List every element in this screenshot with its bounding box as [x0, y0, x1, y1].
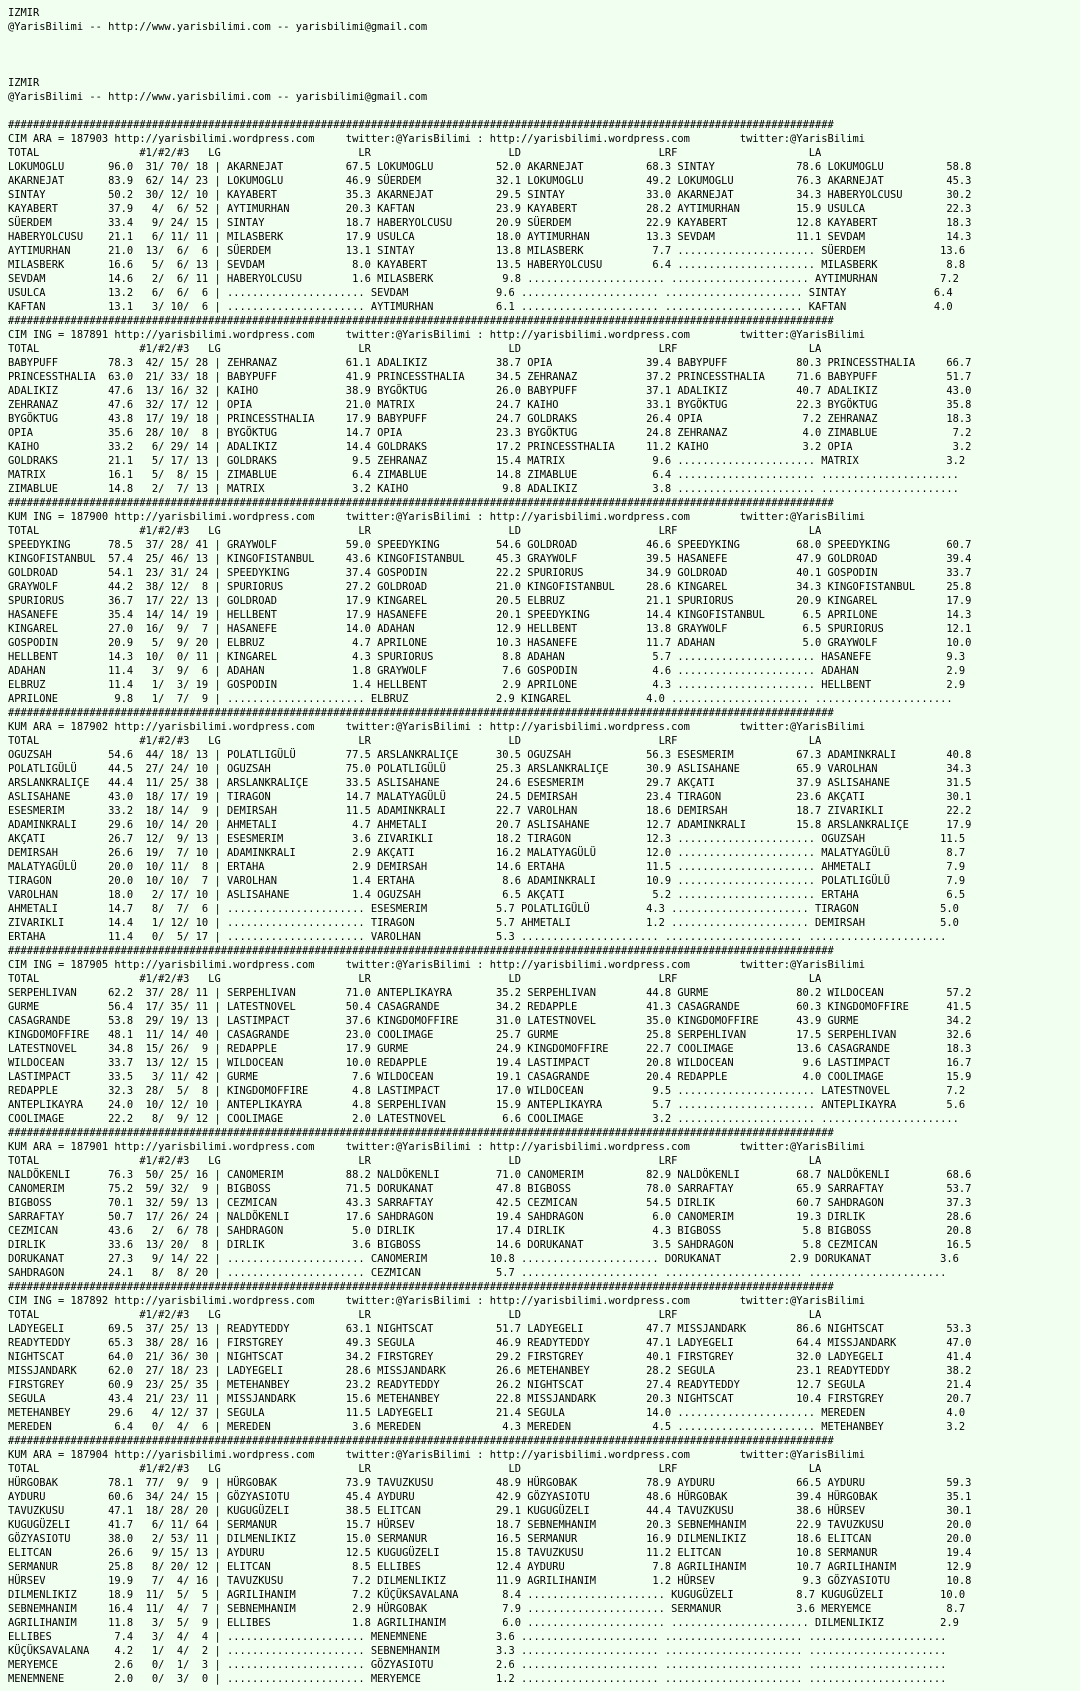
race-block [8, 1280, 1080, 1434]
result-row: LADYEGELI 69.5 37/ 25/ 13 | READYTEDDY 63.1 NIGHTSCAT 51.7 LADYEGELI 47.7 MISSJANDARK 86.6 NIGHTSCAT 53.3 [8, 1323, 972, 1335]
separator-line: #################################################################################################################################### [8, 119, 834, 131]
result-row: TIRAGON 20.0 10/ 10/ 7 | VAROLHAN 1.4 ERTAHA 8.6 ADAMINKRALI 10.9 ...................... POLATLIGÜLÜ 7.9 [8, 875, 966, 887]
race-header: CIM ING = 187905 http://yarisbilimi.wordpress.com twitter:@YarisBilimi : http://yarisbilimi.wordpress.com twitter:@YarisBilimi [8, 959, 866, 971]
result-row: POLATLIGÜLÜ 44.5 27/ 24/ 10 | OGUZSAH 75.0 POLATLIGÜLÜ 25.3 ARSLANKRALIÇE 30.9 ASLISAHANE 65.9 VAROLHAN 34.3 [8, 763, 972, 775]
result-row: SPEEDYKING 78.5 37/ 28/ 41 | GRAYWOLF 59.0 SPEEDYKING 54.6 GOLDROAD 46.6 SPEEDYKING 68.0 SPEEDYKING 60.7 [8, 539, 972, 551]
result-row: HELLBENT 14.3 10/ 0/ 11 | KINGAREL 4.3 SPURIORUS 8.8 ADAHAN 5.7 ...................... HASANEFE 9.3 [8, 651, 966, 663]
separator-line: #################################################################################################################################### [8, 1127, 834, 1139]
result-row: CASAGRANDE 53.8 29/ 19/ 13 | LASTIMPACT 37.6 KINGDOMOFFIRE 31.0 LATESTNOVEL 35.0 KINGDOMOFFIRE 43.9 GURME 34.2 [8, 1015, 972, 1027]
result-row: GURME 56.4 17/ 35/ 11 | LATESTNOVEL 50.4 CASAGRANDE 34.2 REDAPPLE 41.3 CASAGRANDE 60.3 KINGDOMOFFIRE 41.5 [8, 1001, 972, 1013]
separator-line: #################################################################################################################################### [8, 1281, 834, 1293]
result-row: KAIHO 33.2 6/ 29/ 14 | ADALIKIZ 14.4 GOLDRAKS 17.2 PRINCESSTHALIA 11.2 KAIHO 3.2 OPIA 3.2 [8, 441, 972, 453]
race-header: CIM ING = 187891 http://yarisbilimi.wordpress.com twitter:@YarisBilimi : http://yarisbilimi.wordpress.com twitter:@YarisBilimi [8, 329, 866, 341]
result-row: ZIMABLUE 14.8 2/ 7/ 13 | MATRIX 3.2 KAIHO 9.8 ADALIKIZ 3.8 ...................... ...................... [8, 483, 959, 495]
result-row: NIGHTSCAT 64.0 21/ 36/ 30 | NIGHTSCAT 34.2 FIRSTGREY 29.2 FIRSTGREY 40.1 FIRSTGREY 32.0 LADYEGELI 41.4 [8, 1351, 972, 1363]
result-row: SAHDRAGON 24.1 8/ 8/ 20 | ...................... CEZMICAN 5.7 ...................... ...................... ...................... [8, 1267, 947, 1279]
result-row: MILASBERK 16.6 5/ 6/ 13 | SEVDAM 8.0 KAYABERT 13.5 HABERYOLCUSU 6.4 ...................... MILASBERK 8.8 [8, 259, 966, 271]
result-row: USULCA 13.2 6/ 6/ 6 | ...................... SEVDAM 9.6 ...................... ...................... SINTAY 6.4 [8, 287, 953, 299]
result-row: ESESMERIM 33.2 18/ 14/ 9 | DEMIRSAH 11.5 ADAMINKRALI 22.7 VAROLHAN 18.6 DEMIRSAH 18.7 ZIVARIKLI 22.2 [8, 805, 972, 817]
result-row: GRAYWOLF 44.2 38/ 12/ 8 | SPURIORUS 27.2 GOLDROAD 21.0 KINGOFISTANBUL 28.6 KINGAREL 34.3 KINGOFISTANBUL 25.8 [8, 581, 972, 593]
result-row: MISSJANDARK 62.0 27/ 18/ 23 | LADYEGELI 28.6 MISSJANDARK 26.6 METEHANBEY 28.2 SEGULA 23.1 READYTEDDY 38.2 [8, 1365, 972, 1377]
result-row: ANTEPLIKAYRA 24.0 10/ 12/ 10 | ANTEPLIKAYRA 4.8 SERPEHLIVAN 15.9 ANTEPLIKAYRA 5.7 ...................... ANTEPLIKAYRA 5.6 [8, 1099, 966, 1111]
spacer [8, 34, 1080, 48]
result-row: HASANEFE 35.4 14/ 14/ 19 | HELLBENT 17.9 HASANEFE 20.1 SPEEDYKING 14.4 KINGOFISTANBUL 6.5 APRILONE 14.3 [8, 609, 972, 621]
race-header: KUM ING = 187900 http://yarisbilimi.wordpress.com twitter:@YarisBilimi : http://yarisbilimi.wordpress.com twitter:@YarisBilimi [8, 511, 866, 523]
result-row: OPIA 35.6 28/ 10/ 8 | BYGÖKTUG 14.7 OPIA 23.3 BYGÖKTUG 24.8 ZEHRANAZ 4.0 ZIMABLUE 7.2 [8, 427, 972, 439]
result-row: BYGÖKTUG 43.8 17/ 19/ 18 | PRINCESSTHALIA 17.9 BABYPUFF 24.7 GOLDRAKS 26.4 OPIA 7.2 ZEHRANAZ 18.3 [8, 413, 972, 425]
result-row: KINGAREL 27.0 16/ 9/ 7 | HASANEFE 14.0 ADAHAN 12.9 HELLBENT 13.8 GRAYWOLF 6.5 SPURIORUS 12.1 [8, 623, 972, 635]
result-row: TAVUZKUSU 47.1 18/ 28/ 20 | KUGUGÜZELI 38.5 ELITCAN 29.1 KUGUGÜZELI 44.4 TAVUZKUSU 38.6 HÜRSEV 30.1 [8, 1505, 972, 1517]
race-block [8, 1434, 1080, 1686]
result-row: SÜERDEM 33.4 9/ 24/ 15 | SINTAY 18.7 HABERYOLCUSU 20.9 SÜERDEM 22.9 KAYABERT 12.8 KAYABERT 18.3 [8, 217, 972, 229]
result-row: SARRAFTAY 50.7 17/ 26/ 24 | NALDÖKENLI 17.6 SAHDRAGON 19.4 SAHDRAGON 6.0 CANOMERIM 19.3 DIRLIK 28.6 [8, 1211, 972, 1223]
result-row: KÜÇÜKSAVALANA 4.2 1/ 4/ 2 | ...................... SEBNEMHANIM 3.3 ...................... ...................... ...................... [8, 1645, 947, 1657]
contact-line: @YarisBilimi -- http://www.yarisbilimi.com -- yarisbilimi@gmail.com [8, 91, 428, 103]
race-header: CIM ING = 187892 http://yarisbilimi.wordpress.com twitter:@YarisBilimi : http://yarisbilimi.wordpress.com twitter:@YarisBilimi [8, 1295, 866, 1307]
spacer [8, 48, 1080, 62]
result-row: CANOMERIM 75.2 59/ 32/ 9 | BIGBOSS 71.5 DORUKANAT 47.8 BIGBOSS 78.0 SARRAFTAY 65.9 SARRAFTAY 53.7 [8, 1183, 972, 1195]
column-header: TOTAL #1/#2/#3 LG LR LD LRF LA [8, 147, 822, 159]
result-row: HÜRSEV 19.9 7/ 4/ 16 | TAVUZKUSU 7.2 DILMENLIKIZ 11.9 AGRILIHANIM 1.2 HÜRSEV 9.3 GÖZYASIOTU 10.8 [8, 1575, 972, 1587]
result-row: METEHANBEY 29.6 4/ 12/ 37 | SEGULA 11.5 LADYEGELI 21.4 SEGULA 14.0 ...................... MEREDEN 4.0 [8, 1407, 966, 1419]
result-row: OGUZSAH 54.6 44/ 18/ 13 | POLATLIGÜLÜ 77.5 ARSLANKRALIÇE 30.5 OGUZSAH 56.3 ESESMERIM 67.3 ADAMINKRALI 40.8 [8, 749, 972, 761]
result-row: AHMETALI 14.7 8/ 7/ 6 | ...................... ESESMERIM 5.7 POLATLIGÜLÜ 4.3 ...................... TIRAGON 5.0 [8, 903, 959, 915]
spacer [8, 104, 1080, 118]
result-row: ADALIKIZ 47.6 13/ 16/ 32 | KAIHO 38.9 BYGÖKTUG 26.0 BABYPUFF 37.1 ADALIKIZ 40.7 ADALIKIZ 43.0 [8, 385, 972, 397]
race-blocks [8, 118, 1080, 1686]
result-row: SERPEHLIVAN 62.2 37/ 28/ 11 | SERPEHLIVAN 71.0 ANTEPLIKAYRA 35.2 SERPEHLIVAN 44.8 GURME 80.2 WILDOCEAN 57.2 [8, 987, 972, 999]
result-row: ERTAHA 11.4 0/ 5/ 17 | ...................... VAROLHAN 5.3 ...................... ...................... ...................... [8, 931, 947, 943]
contact-line: @YarisBilimi -- http://www.yarisbilimi.com -- yarisbilimi@gmail.com [8, 21, 428, 33]
race-block [8, 706, 1080, 944]
result-row: READYTEDDY 65.3 38/ 28/ 16 | FIRSTGREY 49.3 SEGULA 46.9 READYTEDDY 47.1 LADYEGELI 64.4 MISSJANDARK 47.0 [8, 1337, 972, 1349]
result-row: PRINCESSTHALIA 63.0 21/ 33/ 18 | BABYPUFF 41.9 PRINCESSTHALIA 34.5 ZEHRANAZ 37.2 PRINCESSTHALIA 71.6 BABYPUFF 51.7 [8, 371, 972, 383]
column-header: TOTAL #1/#2/#3 LG LR LD LRF LA [8, 343, 822, 355]
result-row: ASLISAHANE 43.0 18/ 17/ 19 | TIRAGON 14.7 MALATYAGÜLÜ 24.5 DEMIRSAH 23.4 TIRAGON 23.6 AKÇATI 30.1 [8, 791, 972, 803]
column-header: TOTAL #1/#2/#3 LG LR LD LRF LA [8, 735, 822, 747]
result-row: FIRSTGREY 60.9 23/ 25/ 35 | METEHANBEY 23.2 READYTEDDY 26.2 NIGHTSCAT 27.4 READYTEDDY 12.7 SEGULA 21.4 [8, 1379, 972, 1391]
result-row: HABERYOLCUSU 21.1 6/ 11/ 11 | MILASBERK 17.9 USULCA 18.0 AYTIMURHAN 13.3 SEVDAM 11.1 SEVDAM 14.3 [8, 231, 972, 243]
result-row: GÖZYASIOTU 38.0 2/ 53/ 11 | DILMENLIKIZ 15.0 SERMANUR 16.5 SERMANUR 16.9 DILMENLIKIZ 18.6 ELITCAN 20.0 [8, 1533, 972, 1545]
race-block [8, 118, 1080, 314]
result-row: ADAHAN 11.4 3/ 9/ 6 | ADAHAN 1.8 GRAYWOLF 7.6 GOSPODIN 4.6 ...................... ADAHAN 2.9 [8, 665, 966, 677]
result-row: APRILONE 9.8 1/ 7/ 9 | ...................... ELBRUZ 2.9 KINGAREL 4.0 ...................... ...................... [8, 693, 953, 705]
result-row: BABYPUFF 78.3 42/ 15/ 28 | ZEHRANAZ 61.1 ADALIKIZ 38.7 OPIA 39.4 BABYPUFF 80.3 PRINCESSTHALIA 66.7 [8, 357, 972, 369]
result-row: BIGBOSS 70.1 32/ 59/ 13 | CEZMICAN 43.3 SARRAFTAY 42.5 CEZMICAN 54.5 DIRLIK 60.7 SAHDRAGON 37.3 [8, 1197, 972, 1209]
column-header: TOTAL #1/#2/#3 LG LR LD LRF LA [8, 973, 822, 985]
result-row: ELLIBES 7.4 3/ 4/ 4 | ...................... MENEMNENE 3.6 ...................... ...................... ...................... [8, 1631, 947, 1643]
result-row: LASTIMPACT 33.5 3/ 11/ 42 | GURME 7.6 WILDOCEAN 19.1 CASAGRANDE 20.4 REDAPPLE 4.0 COOLIMAGE 15.9 [8, 1071, 972, 1083]
result-row: KAFTAN 13.1 3/ 10/ 6 | ...................... AYTIMURHAN 6.1 ...................... ...................... KAFTAN 4.0 [8, 301, 953, 313]
race-block [8, 314, 1080, 496]
result-row: HÜRGOBAK 78.1 77/ 9/ 9 | HÜRGOBAK 73.9 TAVUZKUSU 48.9 HÜRGOBAK 78.9 AYDURU 66.5 AYDURU 59.3 [8, 1477, 972, 1489]
race-header: KUM ARA = 187904 http://yarisbilimi.wordpress.com twitter:@YarisBilimi : http://yarisbilimi.wordpress.com twitter:@YarisBilimi [8, 1449, 866, 1461]
separator-line: #################################################################################################################################### [8, 1435, 834, 1447]
race-header: CIM ARA = 187903 http://yarisbilimi.wordpress.com twitter:@YarisBilimi : http://yarisbilimi.wordpress.com twitter:@YarisBilimi [8, 133, 866, 145]
result-row: CEZMICAN 43.6 2/ 6/ 78 | SAHDRAGON 5.0 DIRLIK 17.4 DIRLIK 4.3 BIGBOSS 5.8 BIGBOSS 20.8 [8, 1225, 972, 1237]
result-row: ZEHRANAZ 47.6 32/ 17/ 12 | OPIA 21.0 MATRIX 24.7 KAIHO 33.1 BYGÖKTUG 22.3 BYGÖKTUG 35.8 [8, 399, 972, 411]
result-row: NALDÖKENLI 76.3 50/ 25/ 16 | CANOMERIM 88.2 NALDÖKENLI 71.0 CANOMERIM 82.9 NALDÖKENLI 68.7 NALDÖKENLI 68.6 [8, 1169, 972, 1181]
race-block [8, 496, 1080, 706]
result-row: AGRILIHANIM 11.8 3/ 5/ 9 | ELLIBES 1.8 AGRILIHANIM 6.0 ...................... ...................... DILMENLIKIZ 2.9 [8, 1617, 959, 1629]
result-row: ELBRUZ 11.4 1/ 3/ 19 | GOSPODIN 1.4 HELLBENT 2.9 APRILONE 4.3 ...................... HELLBENT 2.9 [8, 679, 966, 691]
result-row: MALATYAGÜLÜ 20.0 10/ 11/ 8 | ERTAHA 2.9 DEMIRSAH 14.6 ERTAHA 11.5 ...................... AHMETALI 7.9 [8, 861, 966, 873]
column-header: TOTAL #1/#2/#3 LG LR LD LRF LA [8, 525, 822, 537]
result-row: SEGULA 43.4 21/ 23/ 11 | MISSJANDARK 15.6 METEHANBEY 22.8 MISSJANDARK 20.3 NIGHTSCAT 10.4 FIRSTGREY 20.7 [8, 1393, 972, 1405]
result-row: KINGDOMOFFIRE 48.1 11/ 14/ 40 | CASAGRANDE 23.0 COOLIMAGE 25.7 GURME 25.8 SERPEHLIVAN 17.5 SERPEHLIVAN 32.6 [8, 1029, 972, 1041]
result-row: KUGUGÜZELI 41.7 6/ 11/ 64 | SERMANUR 15.7 HÜRSEV 18.7 SEBNEMHANIM 20.3 SEBNEMHANIM 22.9 TAVUZKUSU 20.0 [8, 1519, 972, 1531]
result-row: MEREDEN 6.4 0/ 4/ 6 | MEREDEN 3.6 MEREDEN 4.3 MEREDEN 4.5 ...................... METEHANBEY 3.2 [8, 1421, 966, 1433]
result-row: GOSPODIN 20.9 5/ 9/ 20 | ELBRUZ 4.7 APRILONE 10.3 HASANEFE 11.7 ADAHAN 5.0 GRAYWOLF 10.0 [8, 637, 972, 649]
column-header: TOTAL #1/#2/#3 LG LR LD LRF LA [8, 1155, 822, 1167]
result-row: AKÇATI 26.7 12/ 9/ 13 | ESESMERIM 3.6 ZIVARIKLI 18.2 TIRAGON 12.3 ...................... OGUZSAH 11.5 [8, 833, 966, 845]
result-row: DORUKANAT 27.3 9/ 14/ 22 | ...................... CANOMERIM 10.8 ...................... DORUKANAT 2.9 DORUKANAT 3.6 [8, 1253, 959, 1265]
result-row: MENEMNENE 2.0 0/ 3/ 0 | ...................... MERYEMCE 1.2 ...................... ...................... ...................... [8, 1673, 947, 1685]
result-row: SERMANUR 25.8 8/ 20/ 12 | ELITCAN 8.5 ELLIBES 12.4 AYDURU 7.8 AGRILIHANIM 10.7 AGRILIHANIM 12.9 [8, 1561, 972, 1573]
city-title: IZMIR [8, 7, 40, 19]
result-row: LOKUMOGLU 96.0 31/ 70/ 18 | AKARNEJAT 67.5 LOKUMOGLU 52.0 AKARNEJAT 68.3 SINTAY 78.6 LOKUMOGLU 58.8 [8, 161, 972, 173]
result-row: ZIVARIKLI 14.4 1/ 12/ 10 | ...................... TIRAGON 5.7 AHMETALI 1.2 ...................... DEMIRSAH 5.0 [8, 917, 959, 929]
result-row: ARSLANKRALIÇE 44.4 11/ 25/ 38 | ARSLANKRALIÇE 33.5 ASLISAHANE 24.6 ESESMERIM 29.7 AKÇATI 37.9 ASLISAHANE 31.5 [8, 777, 972, 789]
result-row: ELITCAN 26.6 9/ 15/ 13 | AYDURU 12.5 KUGUGÜZELI 15.8 TAVUZKUSU 11.2 ELITCAN 10.8 SERMANUR 19.4 [8, 1547, 972, 1559]
result-row: SEVDAM 14.6 2/ 6/ 11 | HABERYOLCUSU 1.6 MILASBERK 9.8 ...................... ...................... AYTIMURHAN 7.2 [8, 273, 959, 285]
result-row: GOLDRAKS 21.1 5/ 17/ 13 | GOLDRAKS 9.5 ZEHRANAZ 15.4 MATRIX 9.6 ...................... MATRIX 3.2 [8, 455, 966, 467]
result-row: GOLDROAD 54.1 23/ 31/ 24 | SPEEDYKING 37.4 GOSPODIN 22.2 SPURIORUS 34.9 GOLDROAD 40.1 GOSPODIN 33.7 [8, 567, 972, 579]
result-row: DILMENLIKIZ 18.9 11/ 5/ 5 | AGRILIHANIM 7.2 KÜÇÜKSAVALANA 8.4 ...................... KUGUGÜZELI 8.7 KUGUGÜZELI 10.0 [8, 1589, 966, 1601]
result-row: AYDURU 60.6 34/ 24/ 15 | GÖZYASIOTU 45.4 AYDURU 42.9 GÖZYASIOTU 48.6 HÜRGOBAK 39.4 HÜRGOBAK 35.1 [8, 1491, 972, 1503]
result-row: MATRIX 16.1 5/ 8/ 15 | ZIMABLUE 6.4 ZIMABLUE 14.8 ZIMABLUE 6.4 ...................... ...................... [8, 469, 959, 481]
separator-line: #################################################################################################################################### [8, 497, 834, 509]
result-row: MERYEMCE 2.6 0/ 1/ 3 | ...................... GÖZYASIOTU 2.6 ...................... ...................... ...................... [8, 1659, 947, 1671]
result-row: SEBNEMHANIM 16.4 11/ 4/ 7 | SEBNEMHANIM 2.9 HÜRGOBAK 7.9 ...................... SERMANUR 3.6 MERYEMCE 8.7 [8, 1603, 966, 1615]
column-header: TOTAL #1/#2/#3 LG LR LD LRF LA [8, 1309, 822, 1321]
result-row: KAYABERT 37.9 4/ 6/ 52 | AYTIMURHAN 20.3 KAFTAN 23.9 KAYABERT 28.2 AYTIMURHAN 15.9 USULCA 22.3 [8, 203, 972, 215]
separator-line: #################################################################################################################################### [8, 707, 834, 719]
result-row: ADAMINKRALI 29.6 10/ 14/ 20 | AHMETALI 4.7 AHMETALI 20.7 ASLISAHANE 12.7 ADAMINKRALI 15.8 ARSLANKRALIÇE 17.9 [8, 819, 972, 831]
result-row: LATESTNOVEL 34.8 15/ 26/ 9 | REDAPPLE 17.9 GURME 24.9 KINGDOMOFFIRE 22.7 COOLIMAGE 13.6 CASAGRANDE 18.3 [8, 1043, 972, 1055]
result-row: REDAPPLE 32.3 28/ 5/ 8 | KINGDOMOFFIRE 4.8 LASTIMPACT 17.0 WILDOCEAN 9.5 ...................... LATESTNOVEL 7.2 [8, 1085, 966, 1097]
race-header: KUM ARA = 187901 http://yarisbilimi.wordpress.com twitter:@YarisBilimi : http://yarisbilimi.wordpress.com twitter:@YarisBilimi [8, 1141, 866, 1153]
race-block [8, 1126, 1080, 1280]
result-row: KINGOFISTANBUL 57.4 25/ 46/ 13 | KINGOFISTANBUL 43.6 KINGOFISTANBUL 45.3 GRAYWOLF 39.5 HASANEFE 47.9 GOLDROAD 39.4 [8, 553, 972, 565]
result-row: WILDOCEAN 33.7 13/ 12/ 15 | WILDOCEAN 10.0 REDAPPLE 19.4 LASTIMPACT 20.8 WILDOCEAN 9.6 LASTIMPACT 16.7 [8, 1057, 972, 1069]
result-row: AYTIMURHAN 21.0 13/ 6/ 6 | SÜERDEM 13.1 SINTAY 13.8 MILASBERK 7.7 ...................... SÜERDEM 13.6 [8, 245, 966, 257]
separator-line: #################################################################################################################################### [8, 315, 834, 327]
result-row: DEMIRSAH 26.6 19/ 7/ 10 | ADAMINKRALI 2.9 AKÇATI 16.2 MALATYAGÜLÜ 12.0 ...................... MALATYAGÜLÜ 8.7 [8, 847, 966, 859]
result-row: AKARNEJAT 83.9 62/ 14/ 23 | LOKUMOGLU 46.9 SÜERDEM 32.1 LOKUMOGLU 49.2 LOKUMOGLU 76.3 AKARNEJAT 45.3 [8, 175, 972, 187]
column-header: TOTAL #1/#2/#3 LG LR LD LRF LA [8, 1463, 822, 1475]
race-header: KUM ARA = 187902 http://yarisbilimi.wordpress.com twitter:@YarisBilimi : http://yarisbilimi.wordpress.com twitter:@YarisBilimi [8, 721, 866, 733]
result-row: VAROLHAN 18.0 2/ 17/ 10 | ASLISAHANE 1.4 OGUZSAH 6.5 AKÇATI 5.2 ...................... ERTAHA 6.5 [8, 889, 966, 901]
result-row: SPURIORUS 36.7 17/ 22/ 13 | GOLDROAD 17.9 KINGAREL 20.5 ELBRUZ 21.1 SPURIORUS 20.9 KINGAREL 17.9 [8, 595, 972, 607]
result-row: DIRLIK 33.6 13/ 20/ 8 | DIRLIK 3.6 BIGBOSS 14.6 DORUKANAT 3.5 SAHDRAGON 5.8 CEZMICAN 16.5 [8, 1239, 972, 1251]
separator-line: #################################################################################################################################### [8, 945, 834, 957]
spacer [8, 62, 1080, 76]
result-row: COOLIMAGE 22.2 8/ 9/ 12 | COOLIMAGE 2.0 LATESTNOVEL 6.6 COOLIMAGE 3.2 ...................... ...................... [8, 1113, 959, 1125]
race-block [8, 944, 1080, 1126]
result-row: SINTAY 50.2 30/ 12/ 10 | KAYABERT 35.3 AKARNEJAT 29.5 SINTAY 33.0 AKARNEJAT 34.3 HABERYOLCUSU 30.2 [8, 189, 972, 201]
city-title: IZMIR [8, 77, 40, 89]
